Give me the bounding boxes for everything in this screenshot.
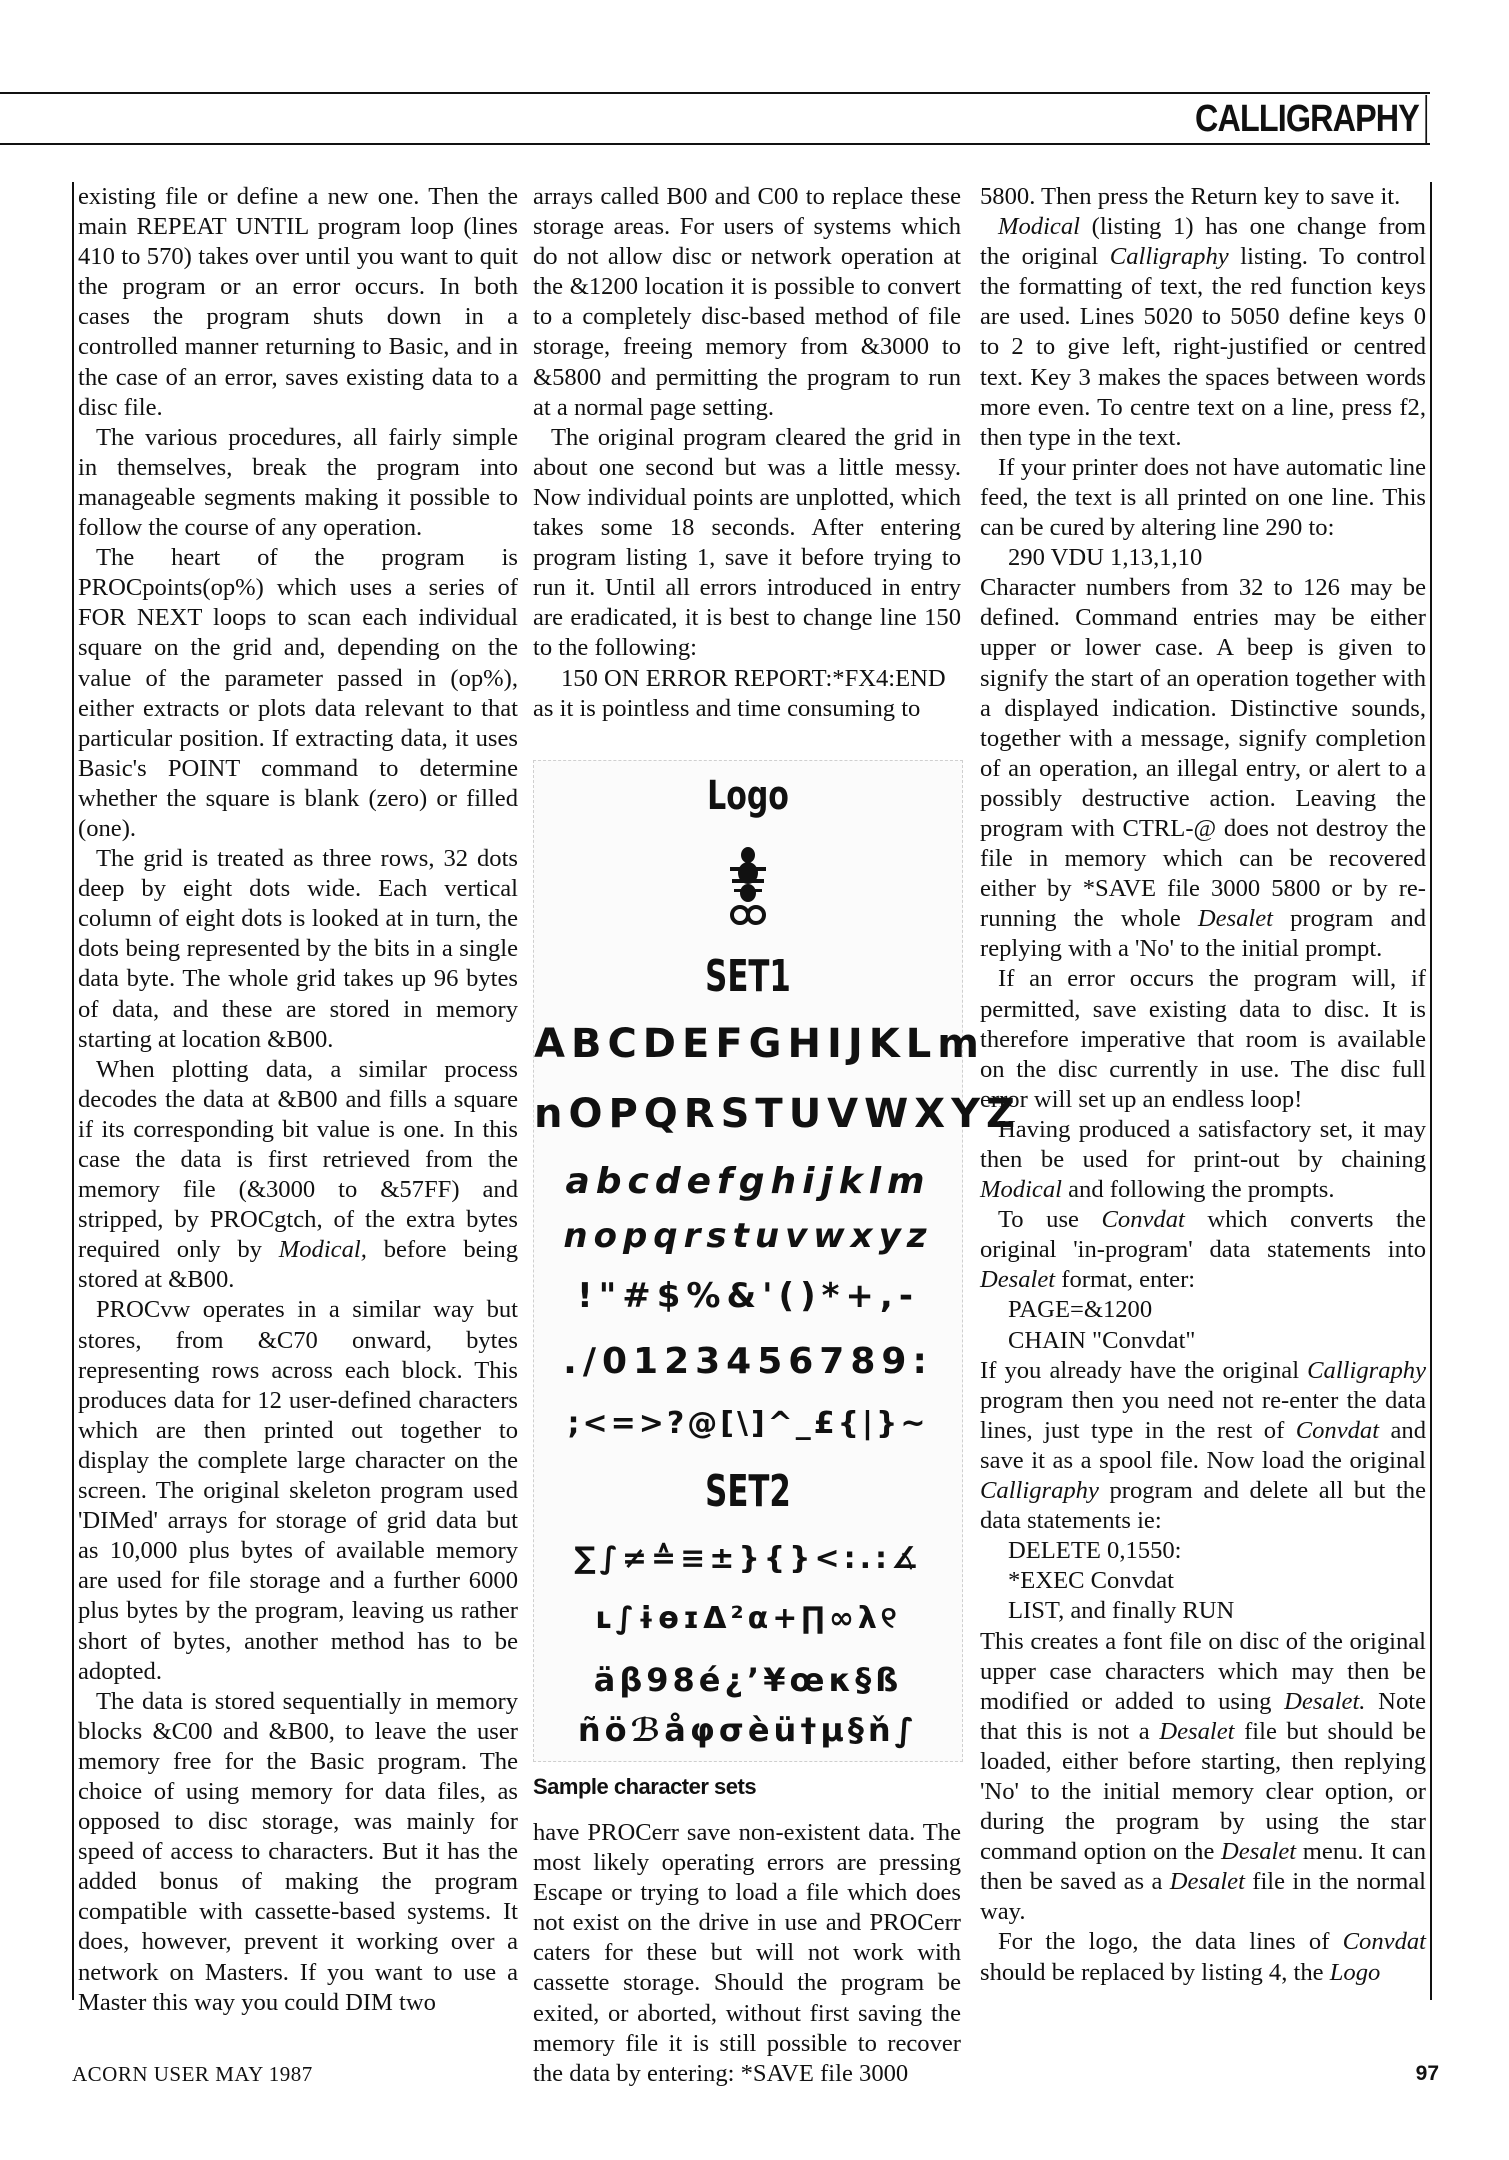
col1-para-3: The heart of the program is PROCpoints(op%) which uses a series of FOR NEXT loops to scan each individual square on the grid and, depending on the value of the parameter passed in (op%), either extracts or plots data relevant to that particular position. If extracting data, it uses Basic's POINT command to determine whether the square is blank (zero) or filled (one). [78,544,518,842]
col1-para-5-italic: Modical, [278,1236,367,1264]
col1-para-5 [78,1055,518,1296]
col3-para-1: 5800. Then press the Return key to save it. [980,183,1401,210]
col3-para-6-tail: and following the prompts. [1061,1176,1335,1204]
col3-para-8-italic-2: Convdat [1295,1416,1380,1444]
col3-code-5: *EXEC Convdat [1008,1567,1174,1595]
col2-para-2: The original program cleared the grid in about one second but was a little messy. Now individual points are unplotted, which takes some 18 seconds. After entering program listing 1, save it before trying to run it. Until all errors introduced in entry are eradicated, it is best to change line 150 to the following: [533,423,961,662]
top-rule [0,92,1430,94]
col3-para-9-e: file in the normal way. [980,1868,1426,1926]
col3-code-1: 290 VDU 1,13,1,10 [1008,544,1203,572]
col3-para-7-a: To use [998,1206,1102,1234]
set1-row-5: !"#$%&'()*+,- [577,1276,919,1316]
set2-row-4: ñöℬåφσèü†μ§ň∫ [577,1711,919,1749]
col3-code-6: LIST, and finally RUN [1008,1597,1235,1625]
column-2-bottom [533,1818,961,2089]
col3-para-10-a: For the logo, the data lines of [998,1928,1343,1956]
set2-row-3: äβ98é¿ʼ¥œκ§ß [593,1661,903,1699]
column-2-top [533,182,961,772]
col1-para-7: The data is stored sequentially in memory blocks &C00 and &B00, to leave the user memory free for the Basic program. The choice of using memory for data files, as opposed to disc storage, was mainly for speed of access to characters. But it has the added bonus of making the program compatible with cassette-based systems. It does, however, prevent it working over a network on Masters. If you want to use a Master this way you could DIM two [78,1687,518,2016]
col3-para-9-italic-3: Desalet [1221,1838,1297,1866]
set1-row-4: nopqrstuvwxyz [563,1216,933,1256]
col3-para-7-c: format, enter: [1055,1266,1196,1294]
footer-publication: ACORN USER MAY 1987 [72,2062,313,2086]
col3-para-6 [980,1115,1426,1205]
set1-row-6: ./0123456789: [563,1341,933,1382]
col1-para-6: PROCvw operates in a similar way but stores, from &C70 onward, bytes representing rows across each block. This produces data for 12 user-defined characters which are then printed out together to display the complete large character on the screen. The original skeleton program used 'DIMed' arrays for storage of grid data but as 10,000 plus bytes of available memory are used for file storage and a further 6000 plus bytes by the program, leaving us rather short of bytes, another method has to be adopted. [78,1296,518,1685]
set2-row-2: ʟ∫ɨɵɪΔ²α+∏∞λ୧ [595,1601,901,1636]
col3-code-2: PAGE=&1200 [1008,1296,1153,1324]
col3-para-9-d: menu. It can then be saved as a [980,1838,1426,1896]
col2-after-code: as it is pointless and time consuming to [533,694,921,722]
col3-para-10 [980,1927,1426,1987]
header-rule [0,143,1430,145]
col3-para-2-tail: listing. To control the formatting of text, the red function keys are used. Lines 5020 to 5050 define keys 0 to 2 to give left, right-justified or centred text. Key 3 makes the spaces between words more even. To centre text on a line, press f2, then type in the text. [980,243,1426,451]
figure-set2-label: SET2 [705,1466,791,1517]
col3-para-4-italic: Desalet [1197,905,1274,933]
col3-code-3: CHAIN "Convdat" [1008,1326,1196,1354]
col3-para-6-italic: Modical [980,1176,1062,1204]
col3-para-9-b: Note that this is not a [980,1687,1426,1745]
set1-row-3: abcdefghijklm [565,1161,931,1202]
col3-para-3: If your printer does not have automatic line feed, the text is all printed on one line. This can be cured by altering line 290 to: [980,453,1426,542]
footer-page-number: 97 [1415,2062,1439,2085]
scorpion-logo-icon [534,841,962,935]
col3-para-8-italic-3: Calligraphy [980,1477,1099,1505]
col3-para-8-d: program and delete all but the data statements ie: [980,1477,1426,1535]
col2-continued: have PROCerr save non-existent data. The most likely operating errors are pressing Escape or trying to load a file which does not exist on the drive in use and PROCerr caters for these but will not work with cassette storage. Should the program be exited, or aborted, without first saving the memory file it is still possible to recover the data by entering: *SAVE file 3000 [533,1819,961,2087]
col1-para-5-text: When plotting data, a similar process decodes the data at &B00 and fills a square if its corresponding bit value is one. In this case the data is first retrieved from the memory file (&3000 to &57FF) and stripped, by PROCgtch, of the extra bytes required only by [78,1055,518,1264]
column-1 [72,182,518,2016]
col3-para-2-italic-lead: Modical [998,213,1080,241]
col3-para-8-a: If you already have the original [980,1356,1308,1384]
col3-para-2-italic-mid: Calligraphy [1109,243,1229,271]
col3-para-8-italic-1: Calligraphy [1307,1356,1426,1384]
col3-para-4 [980,573,1426,964]
col3-para-9-italic-2: Desalet [1159,1717,1235,1745]
col3-para-7 [980,1205,1426,1295]
col2-code-line: 150 ON ERROR REPORT:*FX4:END [561,664,946,692]
col3-para-7-italic-2: Desalet [980,1266,1056,1294]
col3-para-9-italic-1: Desalet. [1284,1687,1366,1715]
col1-para-4: The grid is treated as three rows, 32 dots deep by eight dots wide. Each vertical column of eight dots is looked at in turn, the dots being represented by the bits in a single data byte. The whole grid takes up 96 bytes of data, and these are stored in memory starting at location &B00. [78,845,518,1053]
column-3 [980,182,1432,2000]
figure-caption: Sample character sets [533,1774,757,1799]
col3-para-5: If an error occurs the program will, if permitted, save existing data to disc. It is therefore imperative that room is available on the disc currently in use. The disc full error will set up an endless loop! [980,965,1426,1113]
col3-para-7-b: which converts the original 'in-program' data statements into [980,1206,1426,1264]
set2-row-1: ∑∫≠≙≡±}{}<:.:∡ [574,1541,922,1576]
col3-para-7-italic-1: Convdat [1101,1206,1185,1234]
col3-para-4-text: Character numbers from 32 to 126 may be defined. Command entries may be either upper or lower case. A beep is given to signify the start of an operation together with a displayed indication. Distinctive sounds, together with a message, signify completion of an operation, an illegal entry, or alert to a possibly destructive action. Leaving the program with CTRL-@ does not destroy the file in memory which can be recovered either by *SAVE file 3000 5800 or by re-running the whole [980,574,1426,933]
col3-para-9-italic-4: Desalet [1169,1868,1245,1896]
col3-para-2 [980,212,1426,453]
figure-set1-label: SET1 [705,951,791,1002]
set1-row-7: ;<=>?@[\]^_£{|}~ [567,1406,929,1441]
col3-para-9-c: file but should be loaded, either before starting, then replying 'No' to the initial memory clear option, or during the program by using the star command option on the [980,1717,1426,1866]
figure-logo-label: Logo [707,773,789,819]
col1-para-1: existing file or define a new one. Then the main REPEAT UNTIL program loop (lines 410 to 570) takes over until you want to quit the program or an error occurs. In both cases the program shuts down in a controlled manner returning to Basic, and in the case of an error, saves existing data to a disc file. [78,183,518,421]
col3-code-4: DELETE 0,1550: [1008,1537,1182,1565]
col3-para-9-a: This creates a font file on disc of the original upper case characters which may then be modified or added to using [980,1627,1426,1715]
col3-para-6-text: Having produced a satisfactory set, it may then be used for print-out by chaining [980,1115,1426,1173]
col3-para-10-italic-1: Convdat [1342,1928,1426,1956]
col3-para-10-b: should be replaced by listing 4, the [980,1958,1330,1986]
section-header: CALLIGRAPHY [1195,95,1427,143]
set1-row-2: nOPQRSTUVWXYZ [534,1091,1022,1137]
set1-row-1: ABCDEFGHIJKLm [534,1021,985,1067]
col1-para-5-tail: before being stored at &B00. [78,1236,518,1294]
col3-para-4-tail: program and replying with a 'No' to the initial prompt. [980,905,1426,963]
col3-para-8 [980,1356,1426,1537]
col3-para-10-italic-2: Logo [1329,1958,1381,1986]
col3-para-8-b: program then you need not re-enter the data lines, just type in the rest of [980,1386,1426,1444]
col3-para-2-text: (listing 1) has one change from the original [980,213,1426,271]
col2-para-1: arrays called B00 and C00 to replace these storage areas. For users of systems which do not allow disc or network operation at the &1200 location it is possible to convert to a completely disc-based method of file storage, freeing memory from &3000 to &5800 and permitting the program to run at a normal page setting. [533,183,961,421]
col1-para-2: The various procedures, all fairly simple in themselves, break the program into manageable segments making it possible to follow the course of any operation. [78,423,518,542]
col3-para-9 [980,1627,1426,1928]
col3-para-8-c: and save it as a spool file. Now load the original [980,1416,1426,1474]
